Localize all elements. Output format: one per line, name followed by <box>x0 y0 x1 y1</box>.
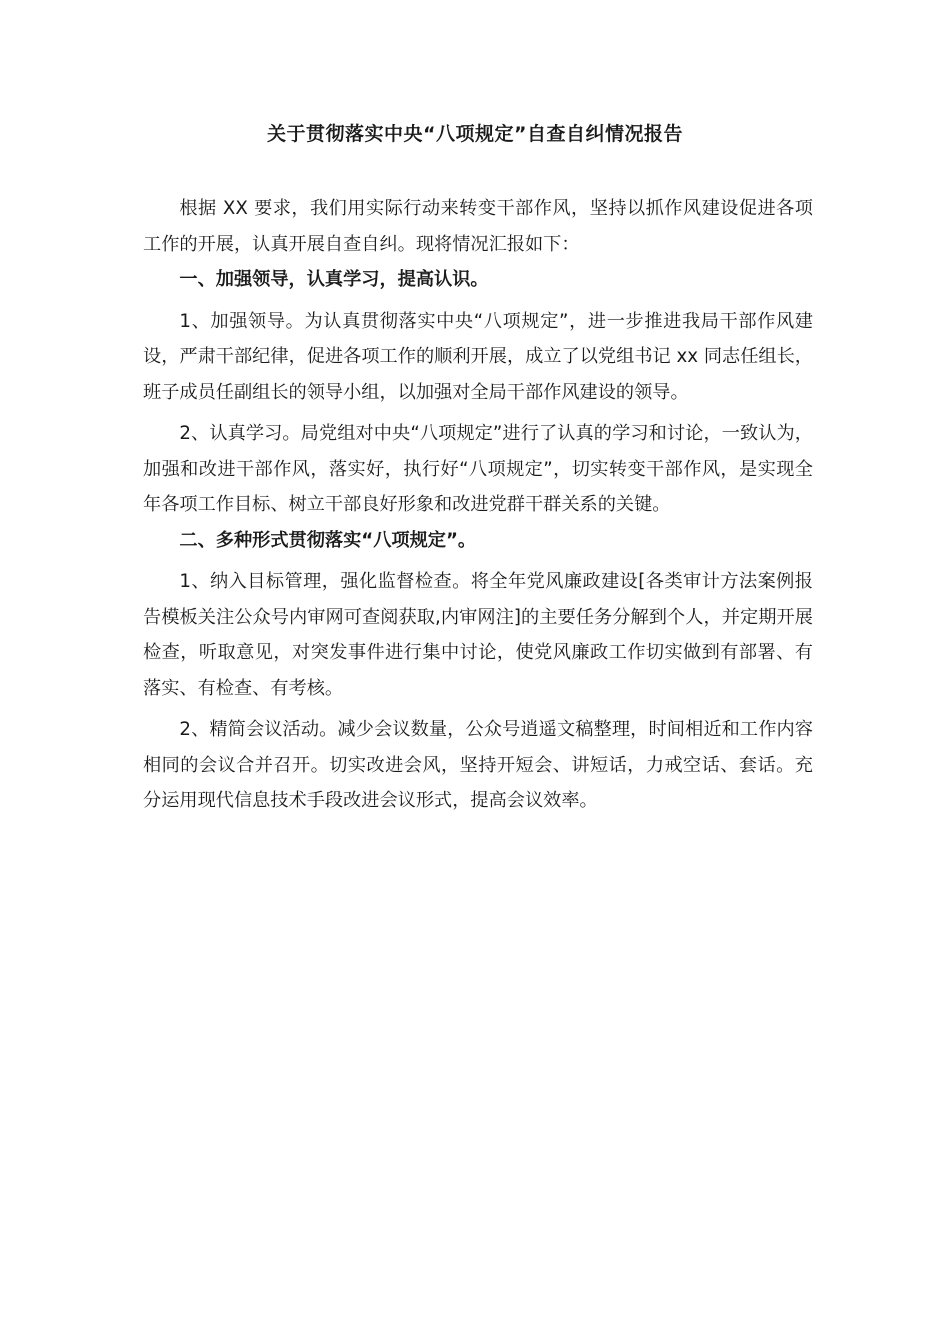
document-title: 关于贯彻落实中央“八项规定”自查自纠情况报告 <box>267 123 683 145</box>
section-1-heading: 一、加强领导，认真学习，提高认识。 <box>179 269 489 290</box>
section-1-paragraph-1: 1、加强领导。为认真贯彻落实中央“八项规定”，进一步推进我局干部作风建设，严肃干部纪律，促进各项工作的顺利开展，成立了以党组书记 xx 同志任组长，班子成员任副组长的领导小组，以加强对全局干部作风建设的领导。 <box>143 310 813 403</box>
section-2-heading: 二、多种形式贯彻落实“八项规定”。 <box>179 529 477 551</box>
section-2-paragraph-2: 2、精简会议活动。减少会议数量，公众号逍遥文稿整理，时间相近和工作内容相同的会议合并召开。切实改进会风，坚持开短会、讲短话，力戒空话、套话。充分运用现代信息技术手段改进会议形式，提高会议效率。 <box>143 719 813 811</box>
section-2-paragraph-1: 1、纳入目标管理，强化监督检查。将全年党风廉政建设[各类审计方法案例报告模板关注公众号内审网可查阅获取,内审网注]的主要任务分解到个人，并定期开展检查，听取意见，对突发事件进行集中讨论，使党风廉政工作切实做到有部署、有落实、有检查、有考核。 <box>143 571 813 699</box>
intro-paragraph: 根据 XX 要求，我们用实际行动来转变干部作风，坚持以抓作风建设促进各项工作的开展，认真开展自查自纠。现将情况汇报如下： <box>143 198 813 255</box>
document-body <box>143 191 813 825</box>
section-1-paragraph-2: 2、认真学习。局党组对中央“八项规定”进行了认真的学习和讨论，一致认为，加强和改进干部作风，落实好，执行好“八项规定”，切实转变干部作风，是实现全年各项工作目标、树立干部良好形象和改进党群干群关系的关键。 <box>143 423 813 515</box>
